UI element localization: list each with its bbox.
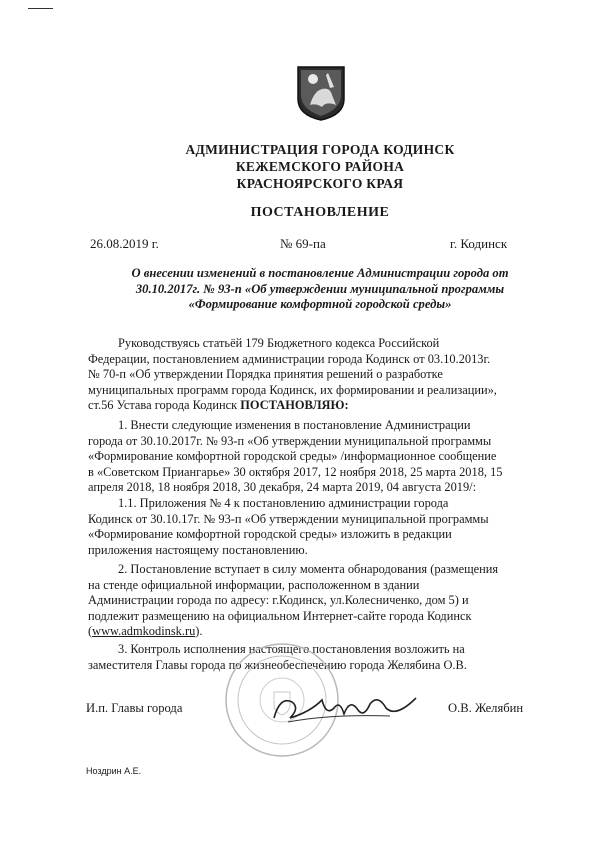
text-line: № 70-п «Об утверждении Порядка принятия решений о разработке bbox=[88, 367, 443, 382]
scan-mark bbox=[28, 8, 53, 9]
signatory-name: О.В. Желябин bbox=[448, 701, 524, 715]
text-line: 1. Внести следующие изменения в постановление Администрации bbox=[118, 418, 471, 432]
text-line: 3. Контроль исполнения настоящего постановления возложить на bbox=[118, 642, 465, 656]
intro-text: ст.56 Устава города Кодинск bbox=[88, 398, 241, 413]
subject-line: 30.10.2017г. № 93-п «Об утверждении муниципальной программы bbox=[135, 281, 505, 296]
subject-line: «Формирование комфортной городской среды» bbox=[188, 297, 452, 311]
text-line: на стенде официальной информации, расположенном в здании bbox=[88, 577, 420, 592]
paragraph-1-1 bbox=[88, 496, 558, 558]
decree-keyword: ПОСТАНОВЛЯЮ: bbox=[240, 398, 349, 413]
text-line: «Формирование комфортной городской среды» /информационное сообщение bbox=[88, 449, 497, 464]
website-link[interactable]: www.admkodinsk.ru bbox=[92, 624, 196, 639]
text-line: «Формирование комфортной городской среды» изложить в редакции bbox=[88, 527, 452, 542]
org-name-line-2: КЕЖЕМСКОГО РАЙОНА bbox=[235, 159, 405, 174]
text-line: Администрации города по адресу: г.Кодинск, ул.Колесниченко, дом 5) и bbox=[88, 593, 469, 608]
org-name-line-1: АДМИНИСТРАЦИЯ ГОРОДА КОДИНСК bbox=[185, 142, 455, 157]
document-place: г. Кодинск bbox=[450, 236, 508, 251]
org-name-line-3: КРАСНОЯРСКОГО КРАЯ bbox=[236, 176, 404, 191]
text-line bbox=[88, 624, 558, 640]
text-line: в «Советском Приангарье» 30 октября 2017, 12 ноября 2018, 25 марта 2018, 15 bbox=[88, 464, 503, 479]
paren: ( bbox=[88, 624, 93, 639]
text-line: города от 30.10.2017г. № 93-п «Об утверждении муниципальной программы bbox=[88, 433, 492, 448]
paren: ). bbox=[195, 624, 203, 639]
handwritten-signature bbox=[270, 688, 420, 728]
paragraph-1 bbox=[88, 418, 558, 496]
subject-line: О внесении изменений в постановление Администрации города от bbox=[131, 266, 509, 280]
text-line: приложения настоящему постановлению. bbox=[88, 542, 308, 557]
text-line: подлежит размещению на официальном Интернет-сайте города Кодинск bbox=[88, 608, 472, 623]
text-line: апреля 2018, 18 ноября 2018, 30 декабря, 24 марта 2019, 04 августа 2019/: bbox=[88, 480, 477, 495]
paragraph-2 bbox=[88, 562, 558, 640]
executor-name: Ноздрин А.Е. bbox=[86, 766, 142, 776]
text-line: Руководствуясь статьёй 179 Бюджетного кодекса Российской bbox=[118, 336, 440, 350]
document-number: № 69-па bbox=[280, 236, 326, 251]
text-line: 2. Постановление вступает в силу момента обнародования (размещения bbox=[118, 562, 499, 576]
document-type: ПОСТАНОВЛЕНИЕ bbox=[250, 205, 390, 220]
document-subject bbox=[100, 266, 540, 313]
document-date: 26.08.2019 г. bbox=[90, 236, 159, 251]
text-line: муниципальных программ города Кодинск, их формировании и реализации», bbox=[88, 382, 497, 397]
signatory-role: И.п. Главы города bbox=[86, 701, 183, 715]
text-line: Федерации, постановлением администрации города Кодинск от 03.10.2013г. bbox=[88, 351, 491, 366]
intro-paragraph bbox=[88, 336, 558, 414]
text-line: 1.1. Приложения № 4 к постановлению администрации города bbox=[118, 496, 449, 510]
text-line: Кодинск от 30.10.17г. № 93-п «Об утверждении муниципальной программы bbox=[88, 511, 489, 526]
text-line bbox=[88, 398, 558, 414]
text-line: заместителя Главы города по жизнеобеспечению города Желябина О.В. bbox=[88, 657, 467, 672]
coat-of-arms-icon bbox=[296, 65, 346, 121]
